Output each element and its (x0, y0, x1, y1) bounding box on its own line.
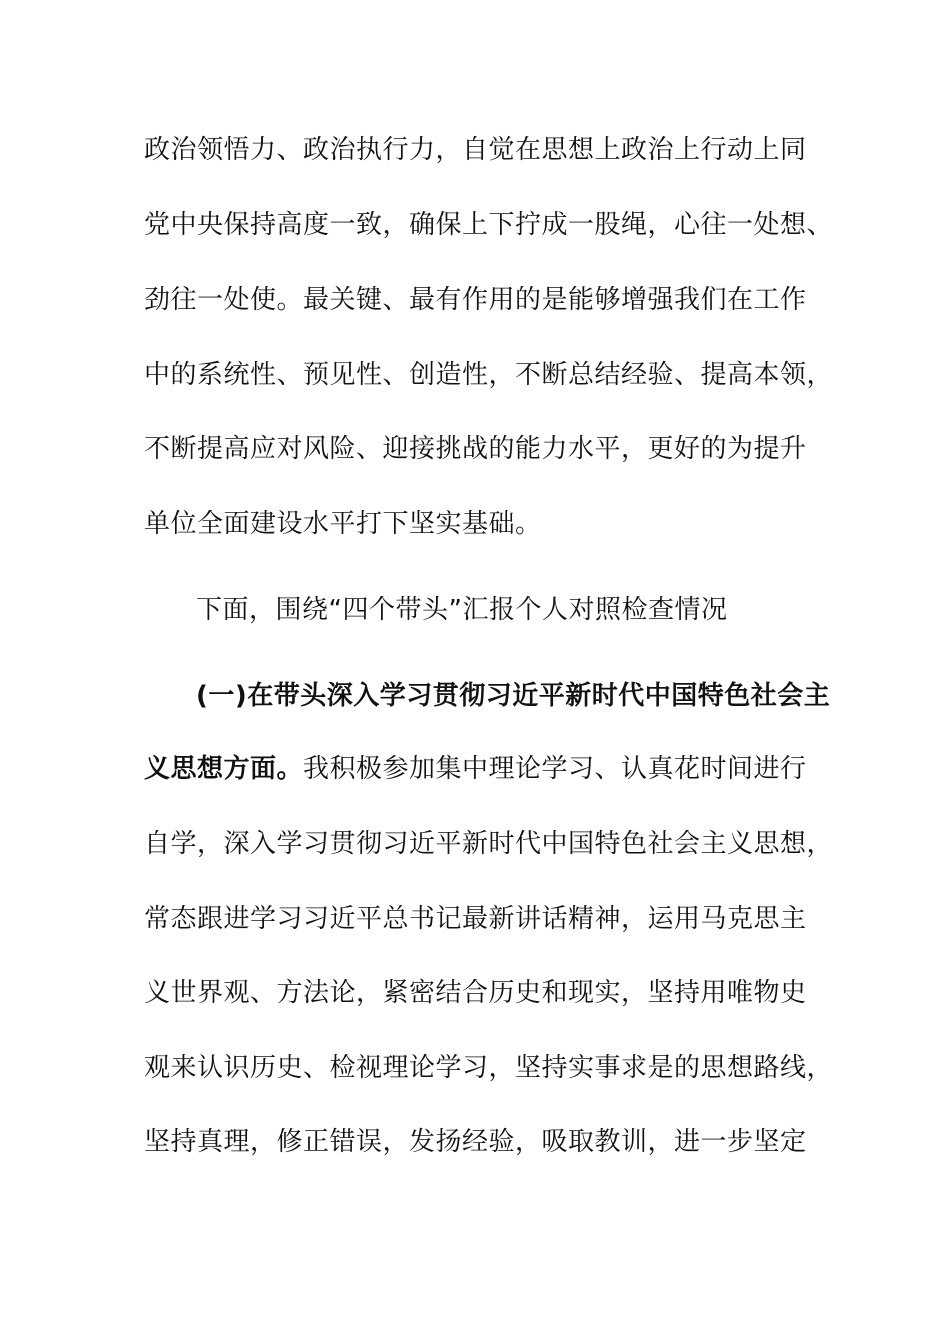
paragraph-line: 政治领悟力、政治执行力，自觉在思想上政治上行动上同 (144, 135, 807, 165)
paragraph-line: 不断提高应对风险、迎接挑战的能力水平，更好的为提升 (144, 434, 807, 464)
section-heading-end: 义思想方面。 (144, 754, 304, 784)
section-body-start: 我积极参加集中理论学习、认真花时间进行 (303, 754, 807, 784)
paragraph-line: 自学，深入学习贯彻习近平新时代中国特色社会主义思想， (144, 829, 834, 859)
paragraph-line: 单位全面建设水平打下坚实基础。 (144, 509, 542, 539)
paragraph-line: 义世界观、方法论，紧密结合历史和现实，坚持用唯物史 (144, 978, 807, 1008)
section-heading-continuation (144, 753, 824, 785)
paragraph-line: 常态跟进学习习近平总书记最新讲话精神，运用马克思主 (144, 904, 807, 934)
paragraph-line: 党中央保持高度一致，确保上下拧成一股绳，心往一处想、 (144, 210, 834, 240)
paragraph-line: 劲往一处使。最关键、最有作用的是能够增强我们在工作 (144, 285, 807, 315)
paragraph-line: 中的系统性、预见性、创造性，不断总结经验、提高本领， (144, 360, 834, 390)
paragraph-line: 观来认识历史、检视理论学习，坚持实事求是的思想路线， (144, 1053, 834, 1083)
intro-paragraph: 下面，围绕“四个带头”汇报个人对照检查情况 (196, 595, 728, 625)
section-heading: (一)在带头深入学习贯彻习近平新时代中国特色社会主 (196, 681, 831, 711)
paragraph-line: 坚持真理，修正错误，发扬经验，吸取教训，进一步坚定 (144, 1127, 807, 1157)
